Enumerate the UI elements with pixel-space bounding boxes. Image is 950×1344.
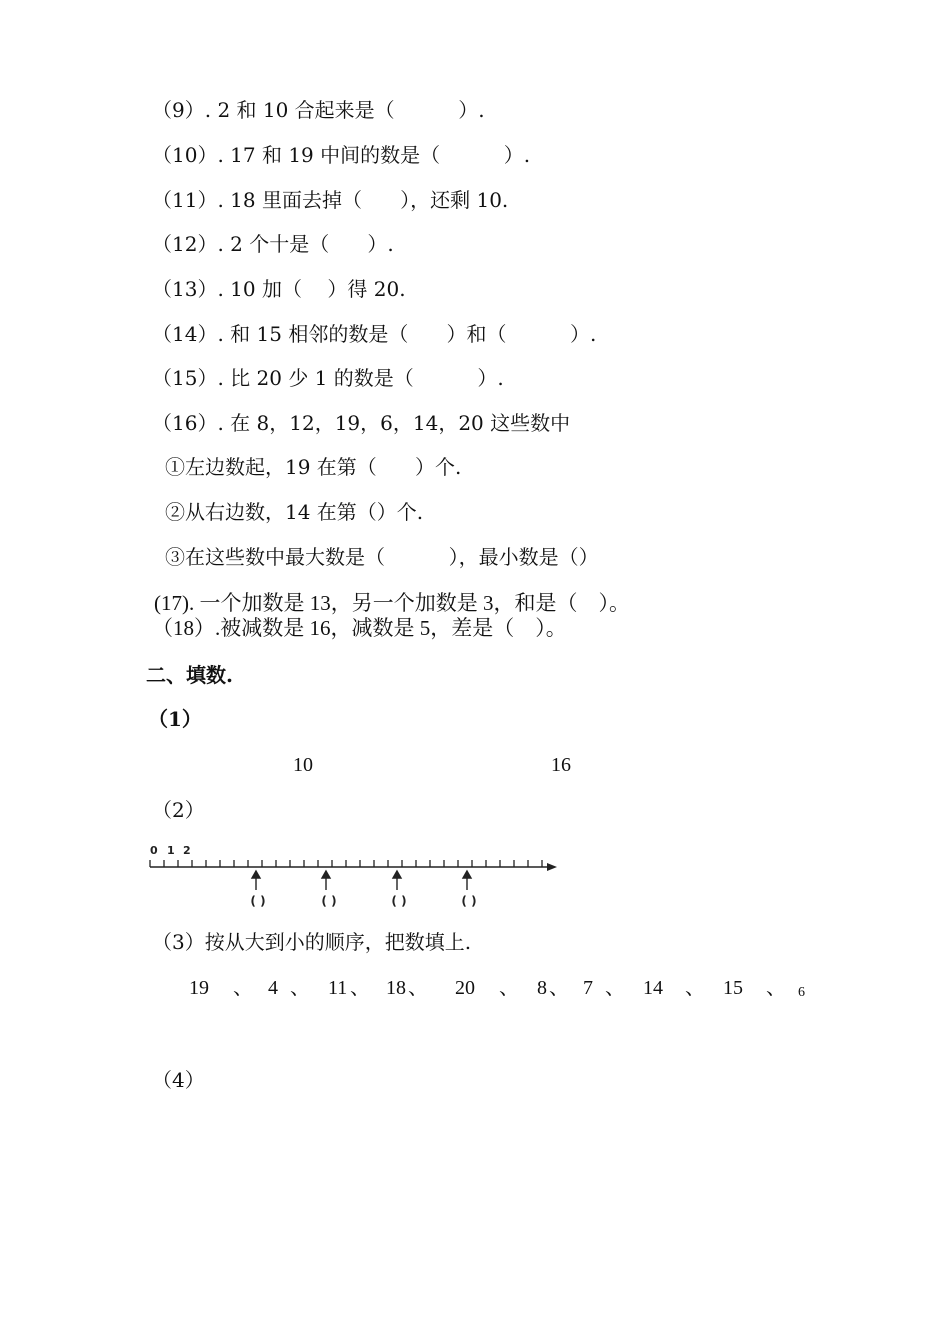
number-item: 8 (537, 977, 547, 999)
question-16-part1: ①左边数起，19 在第（ ）个. (165, 455, 462, 479)
part-1-value: 16 (551, 754, 571, 776)
question-18: （18）.被减数是 16，减数是 5，差是（ ）。 (152, 616, 567, 640)
separator: 、 (408, 977, 428, 999)
part-1-label: （1） (148, 707, 202, 731)
section-2-heading: 二、填数. (146, 663, 233, 687)
numberline-label: 2 (183, 844, 191, 857)
question-17: (17). 一个加数是 13，另一个加数是 3，和是（ ）。 (154, 591, 630, 615)
question-13: （13）. 10 加（ ）得 20. (152, 277, 406, 301)
separator: 、 (233, 977, 253, 999)
question-16-part3: ③在这些数中最大数是（ ），最小数是（） (165, 545, 599, 569)
numberline-label: 1 (167, 844, 175, 857)
numberline-label: 0 (150, 844, 158, 857)
question-11: （11）. 18 里面去掉（ ），还剩 10. (152, 188, 509, 212)
number-item: 18 (386, 977, 406, 999)
number-item: 4 (268, 977, 278, 999)
numberline-blank: ( ) (321, 894, 337, 908)
part-4-label: （4） (152, 1068, 205, 1092)
number-item: 14 (643, 977, 663, 999)
numberline-blank: ( ) (250, 894, 266, 908)
numberline-arrowhead (547, 863, 557, 871)
numberline-blank: ( ) (461, 894, 477, 908)
number-item: 19 (189, 977, 209, 999)
part-2-label: （2） (152, 798, 205, 822)
number-line (145, 840, 565, 910)
question-16-part2: ②从右边数，14 在第（）个. (165, 500, 424, 524)
separator: 、 (499, 977, 519, 999)
number-item: 11 (328, 977, 348, 999)
question-14: （14）. 和 15 相邻的数是（ ）和（ ）. (152, 322, 597, 346)
question-10: （10）. 17 和 19 中间的数是（ ）. (152, 143, 531, 167)
question-16: （16）. 在 8，12，19，6，14，20 这些数中 (152, 411, 571, 435)
separator: 、 (605, 977, 625, 999)
question-15: （15）. 比 20 少 1 的数是（ ）. (152, 366, 504, 390)
number-item: 20 (455, 977, 475, 999)
separator: 、 (685, 977, 705, 999)
part-1-value: 10 (293, 754, 313, 776)
separator: 、 (549, 977, 569, 999)
number-item: 7 (583, 977, 593, 999)
question-12: （12）. 2 个十是（ ）. (152, 232, 394, 256)
part-3-label: （3）按从大到小的顺序，把数填上. (152, 930, 472, 954)
separator: 、 (766, 977, 786, 999)
question-9: （9）. 2 和 10 合起来是（ ）. (152, 98, 485, 122)
separator: 、 (350, 977, 370, 999)
numberline-blank: ( ) (391, 894, 407, 908)
number-item: 15 (723, 977, 743, 999)
number-item: 6 (798, 985, 805, 1000)
separator: 、 (290, 977, 310, 999)
